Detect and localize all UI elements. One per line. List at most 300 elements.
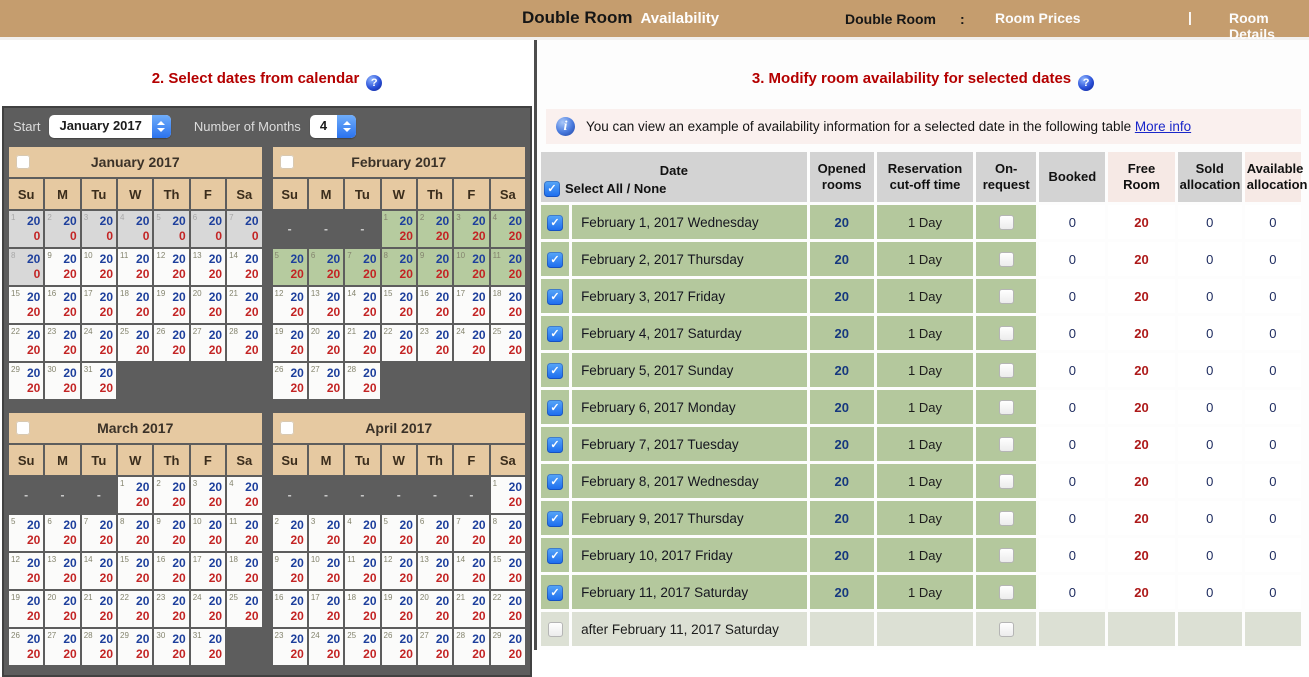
day-free-count: 20 (245, 609, 259, 623)
day-number: 3 (192, 479, 198, 488)
calendar-empty-cell (118, 363, 152, 399)
calendar-day-cell[interactable] (45, 363, 79, 399)
on-request-checkbox[interactable] (999, 252, 1014, 267)
calendar-day-cell[interactable] (454, 287, 488, 323)
col-header-booked: Booked (1039, 152, 1105, 202)
calendar-day-cell[interactable] (227, 211, 261, 247)
calendar-day-cell[interactable] (154, 211, 188, 247)
calendar-day-cell[interactable] (382, 591, 416, 627)
day-free-count: 20 (63, 267, 77, 281)
day-open-count: 20 (245, 214, 259, 228)
room-details-link[interactable]: Room Details (1229, 10, 1275, 42)
calendar-day-cell[interactable] (82, 325, 116, 361)
calendar-day-cell[interactable] (345, 553, 379, 589)
room-prices-link[interactable]: Room Prices (995, 10, 1081, 26)
select-all-checkbox[interactable]: ✓ (544, 181, 560, 197)
calendar-day-cell[interactable] (345, 515, 379, 551)
calendar-day-cell[interactable] (118, 553, 152, 589)
calendar-day-cell[interactable] (491, 591, 525, 627)
calendar-day-cell[interactable] (418, 325, 452, 361)
on-request-checkbox[interactable] (999, 511, 1014, 526)
availability-row (541, 205, 1301, 239)
day-free-count: 20 (290, 571, 304, 585)
availability-row (541, 353, 1301, 387)
day-open-count: 20 (363, 518, 377, 532)
calendar-day-cell[interactable] (491, 249, 525, 285)
calendar-day-cell[interactable] (454, 249, 488, 285)
calendar-day-cell[interactable] (191, 629, 225, 665)
day-free-count: 20 (136, 495, 150, 509)
month-select-checkbox[interactable] (280, 421, 294, 435)
availability-rows (541, 205, 1301, 646)
date-selected-checkbox[interactable]: ✓ (547, 215, 563, 231)
day-of-week-header: Su (9, 179, 43, 209)
calendar-day-cell[interactable] (154, 515, 188, 551)
sold-allocation-value: 0 (1178, 205, 1242, 239)
calendar-day-cell[interactable] (454, 211, 488, 247)
on-request-checkbox[interactable] (999, 215, 1014, 230)
after-row-checkbox[interactable] (548, 622, 563, 637)
day-open-count: 20 (326, 556, 341, 570)
date-selected-checkbox[interactable]: ✓ (547, 252, 563, 268)
day-number: 25 (347, 631, 357, 640)
day-open-count: 20 (63, 518, 77, 532)
cutoff-value: 1 Day (877, 427, 973, 461)
calendar-day-cell[interactable] (454, 515, 488, 551)
day-open-count: 20 (172, 556, 186, 570)
calendar-day-cell[interactable] (382, 211, 416, 247)
calendar-day-cell[interactable] (309, 515, 343, 551)
calendar-day-cell[interactable] (191, 477, 225, 513)
day-number: 1 (383, 213, 388, 222)
calendar-day-cell[interactable] (191, 515, 225, 551)
calendar-day-cell[interactable] (454, 591, 488, 627)
day-free-count: 20 (63, 533, 77, 547)
calendar-day-cell[interactable] (345, 325, 379, 361)
day-open-count: 20 (63, 594, 77, 608)
calendar-day-cell[interactable] (9, 287, 43, 323)
availability-table (538, 149, 1308, 649)
day-number: 22 (492, 593, 502, 602)
calendar-day-cell[interactable] (309, 553, 343, 589)
calendar-day-cell[interactable] (454, 325, 488, 361)
date-selected-checkbox[interactable]: ✓ (547, 585, 563, 601)
day-of-week-header: F (454, 445, 488, 475)
calendar-day-cell[interactable] (82, 591, 116, 627)
on-request-cell (976, 501, 1036, 535)
day-open-count: 20 (363, 556, 377, 570)
availability-label: Availability (640, 10, 720, 27)
calendar-day-cell[interactable] (418, 553, 452, 589)
day-open-count: 20 (172, 290, 186, 304)
booked-value: 0 (1039, 427, 1105, 461)
calendar-day-cell[interactable] (154, 629, 188, 665)
calendar-day-cell[interactable] (345, 287, 379, 323)
calendar-day-cell[interactable] (191, 325, 225, 361)
month-select-checkbox[interactable] (16, 155, 30, 169)
day-open-count: 20 (363, 328, 377, 342)
day-open-count: 20 (290, 252, 304, 266)
day-open-count: 20 (435, 632, 450, 646)
calendar-day-cell[interactable] (118, 325, 152, 361)
date-column-label: Date (659, 163, 688, 179)
calendar-day-cell[interactable] (154, 325, 188, 361)
calendar-day-cell[interactable] (118, 591, 152, 627)
calendar-day-cell[interactable] (227, 325, 261, 361)
on-request-checkbox[interactable] (999, 326, 1014, 341)
calendar-day-cell[interactable] (382, 629, 416, 665)
day-free-count: 20 (326, 571, 341, 585)
start-month-select[interactable] (49, 115, 170, 138)
calendar-day-cell[interactable] (227, 287, 261, 323)
number-of-months-value: 4 (319, 118, 328, 133)
calendar-day-cell[interactable] (9, 325, 43, 361)
day-number: 3 (310, 517, 316, 526)
day-free-count: 20 (435, 609, 450, 623)
calendar-day-cell[interactable] (418, 515, 452, 551)
sold-allocation-value: 0 (1178, 501, 1242, 535)
day-open-count: 20 (363, 252, 377, 266)
day-free-count: 0 (33, 229, 41, 243)
calendar-day-cell[interactable] (491, 211, 525, 247)
calendar-months (4, 144, 530, 675)
stepper-icon (337, 115, 356, 138)
day-free-count: 20 (326, 609, 341, 623)
main-content (0, 40, 1309, 661)
calendar-day-cell[interactable] (118, 287, 152, 323)
booked-value: 0 (1039, 242, 1105, 276)
day-number: 16 (419, 289, 429, 298)
date-selected-checkbox[interactable]: ✓ (547, 474, 563, 490)
date-selected-checkbox[interactable]: ✓ (547, 548, 563, 564)
calendar-day-cell[interactable] (118, 477, 152, 513)
date-selected-checkbox[interactable]: ✓ (547, 437, 563, 453)
day-open-count: 20 (399, 290, 413, 304)
on-request-checkbox[interactable] (999, 400, 1014, 415)
day-number: 29 (11, 365, 20, 374)
day-free-count: 20 (508, 343, 522, 357)
calendar-day-cell[interactable] (154, 591, 188, 627)
booked-value: 0 (1039, 205, 1105, 239)
day-of-week-header: W (118, 445, 152, 475)
day-number: 16 (47, 289, 57, 298)
calendar-day-cell[interactable] (9, 553, 43, 589)
number-of-months-select[interactable] (310, 115, 356, 138)
calendar-day-cell[interactable] (191, 553, 225, 589)
calendar-day-cell[interactable] (273, 629, 307, 665)
day-number: 7 (347, 251, 352, 260)
calendar-day-cell[interactable] (45, 211, 79, 247)
calendar-day-cell[interactable] (309, 325, 343, 361)
calendar-day-cell[interactable] (45, 325, 79, 361)
col-header-cutoff: Reservation cut-off time (877, 152, 973, 202)
calendar-day-cell[interactable] (491, 515, 525, 551)
day-open-count: 20 (26, 252, 41, 266)
row-select-cell (541, 612, 569, 646)
day-open-count: 20 (136, 480, 150, 494)
on-request-checkbox[interactable] (999, 585, 1014, 600)
calendar-day-cell[interactable] (82, 515, 116, 551)
calendar-day-cell[interactable] (273, 515, 307, 551)
calendar-day-cell[interactable] (491, 325, 525, 361)
day-open-count: 20 (435, 328, 450, 342)
on-request-cell (976, 279, 1036, 313)
day-number: 17 (83, 289, 93, 298)
day-number: 15 (383, 289, 393, 298)
day-free-count: 20 (26, 533, 41, 547)
calendar-day-cell[interactable] (382, 325, 416, 361)
day-of-week-header: Th (154, 445, 188, 475)
calendar-day-cell[interactable] (118, 629, 152, 665)
available-allocation-value: 0 (1245, 205, 1301, 239)
on-request-checkbox[interactable] (999, 622, 1014, 637)
calendar-day-cell[interactable] (345, 363, 379, 399)
help-icon[interactable]: ? (1078, 75, 1094, 91)
day-free-count: 20 (26, 305, 41, 319)
header-separator-bar: | (1188, 9, 1192, 25)
day-open-count: 20 (26, 632, 41, 646)
calendar-day-cell[interactable] (82, 629, 116, 665)
calendar-day-cell[interactable] (418, 629, 452, 665)
availability-row (541, 242, 1301, 276)
day-number: 16 (274, 593, 284, 602)
calendar-day-cell[interactable] (45, 515, 79, 551)
day-free-count: 20 (472, 343, 486, 357)
calendar-day-cell[interactable] (82, 211, 116, 247)
day-free-count: 20 (99, 609, 114, 623)
calendar-day-cell[interactable] (273, 249, 307, 285)
cutoff-value: 1 Day (877, 538, 973, 572)
free-room-value: 20 (1108, 279, 1174, 313)
day-free-count: 20 (363, 267, 377, 281)
availability-row (541, 575, 1301, 609)
day-free-count: 20 (136, 533, 150, 547)
calendar-day-cell[interactable] (82, 363, 116, 399)
date-selected-checkbox[interactable]: ✓ (547, 511, 563, 527)
calendar-day-cell[interactable] (45, 629, 79, 665)
calendar-empty-cell: - (96, 488, 101, 502)
day-open-count: 20 (63, 214, 77, 228)
day-free-count: 20 (363, 647, 377, 661)
calendar-day-cell[interactable] (309, 629, 343, 665)
calendar-day-cell[interactable] (273, 287, 307, 323)
calendar-day-cell[interactable] (45, 553, 79, 589)
day-open-count: 20 (326, 366, 341, 380)
day-of-week-header: F (454, 179, 488, 209)
day-open-count: 20 (290, 518, 304, 532)
day-number: 23 (156, 593, 166, 602)
free-room-value: 20 (1108, 575, 1174, 609)
day-open-count: 20 (136, 252, 150, 266)
calendar-day-cell[interactable] (45, 591, 79, 627)
day-open-count: 20 (63, 366, 77, 380)
cutoff-value: 1 Day (877, 501, 973, 535)
day-open-count: 20 (136, 594, 150, 608)
date-cell: February 8, 2017 Wednesday (572, 464, 807, 498)
day-open-count: 20 (136, 214, 150, 228)
calendar-day-cell[interactable] (9, 629, 43, 665)
calendar-day-cell[interactable] (382, 515, 416, 551)
calendar-day-cell[interactable] (382, 249, 416, 285)
calendar-day-cell[interactable] (45, 249, 79, 285)
day-free-count: 20 (208, 571, 223, 585)
calendar-day-cell[interactable] (418, 591, 452, 627)
date-selected-checkbox[interactable]: ✓ (547, 400, 563, 416)
calendar-day-cell[interactable] (191, 591, 225, 627)
on-request-cell (976, 353, 1036, 387)
day-free-count: 20 (326, 647, 341, 661)
calendar-day-cell[interactable] (309, 287, 343, 323)
calendar-day-cell[interactable] (82, 553, 116, 589)
day-of-week-header: M (309, 179, 343, 209)
calendar-day-cell[interactable] (118, 515, 152, 551)
calendar-day-cell[interactable] (227, 249, 261, 285)
calendar-empty-cell: - (396, 488, 401, 502)
calendar-day-cell[interactable] (227, 591, 261, 627)
day-number: 27 (419, 631, 429, 640)
calendar-day-cell[interactable] (154, 249, 188, 285)
day-number: 2 (156, 479, 161, 488)
day-number: 12 (274, 289, 284, 298)
month-calendar (7, 145, 264, 401)
calendar-day-cell[interactable] (418, 287, 452, 323)
day-number: 14 (83, 555, 93, 564)
day-free-count: 20 (63, 305, 77, 319)
calendar-day-cell[interactable] (491, 477, 525, 513)
day-number: 29 (120, 631, 129, 640)
calendar-day-cell[interactable] (45, 287, 79, 323)
calendar-day-cell[interactable] (118, 211, 152, 247)
calendar-day-cell[interactable] (191, 249, 225, 285)
calendar-day-cell[interactable] (491, 629, 525, 665)
calendar-day-cell[interactable] (9, 211, 43, 247)
calendar-day-cell[interactable] (454, 553, 488, 589)
calendar-day-cell[interactable] (309, 363, 343, 399)
calendar-day-cell[interactable] (9, 591, 43, 627)
month-select-checkbox[interactable] (16, 421, 30, 435)
calendar-day-cell[interactable] (418, 211, 452, 247)
day-free-count: 20 (208, 305, 223, 319)
calendar-day-cell[interactable] (82, 287, 116, 323)
more-info-link[interactable]: More info (1134, 119, 1192, 134)
opened-rooms-value: 20 (810, 353, 874, 387)
calendar-day-cell[interactable] (227, 553, 261, 589)
day-number: 9 (156, 517, 161, 526)
day-of-week-header: M (309, 445, 343, 475)
on-request-checkbox[interactable] (999, 363, 1014, 378)
day-open-count: 20 (245, 518, 259, 532)
month-title: February 2017 (351, 154, 447, 170)
day-number: 2 (419, 213, 425, 222)
day-open-count: 20 (399, 594, 413, 608)
day-free-count: 20 (363, 533, 377, 547)
calendar-empty-cell: - (324, 488, 329, 502)
calendar-day-cell[interactable] (154, 287, 188, 323)
day-of-week-header: W (382, 445, 416, 475)
calendar-day-cell[interactable] (227, 515, 261, 551)
calendar-controls (4, 108, 530, 144)
calendar-day-cell[interactable] (191, 211, 225, 247)
calendar-day-cell[interactable] (273, 591, 307, 627)
day-open-count: 20 (472, 594, 486, 608)
day-number: 16 (156, 555, 166, 564)
day-number: 19 (274, 327, 284, 336)
day-open-count: 20 (290, 328, 304, 342)
day-free-count: 20 (136, 647, 150, 661)
sold-allocation-value: 0 (1178, 279, 1242, 313)
calendar-day-cell[interactable] (191, 287, 225, 323)
day-free-count: 20 (172, 495, 186, 509)
calendar-day-cell[interactable] (9, 515, 43, 551)
start-label: Start (13, 119, 41, 134)
calendar-day-cell[interactable] (309, 591, 343, 627)
date-selected-checkbox[interactable]: ✓ (547, 363, 563, 379)
calendar-day-cell[interactable] (9, 249, 43, 285)
day-number: 8 (383, 251, 388, 260)
calendar-day-cell[interactable] (273, 363, 307, 399)
calendar-day-cell[interactable] (345, 249, 379, 285)
day-number: 28 (83, 631, 93, 640)
day-free-count: 20 (326, 267, 341, 281)
day-free-count: 0 (215, 229, 223, 243)
calendar-day-cell[interactable] (227, 477, 261, 513)
opened-rooms-value: 20 (810, 427, 874, 461)
availability-row (541, 427, 1301, 461)
on-request-checkbox[interactable] (999, 437, 1014, 452)
help-icon[interactable]: ? (366, 75, 382, 91)
calendar-day-cell[interactable] (382, 553, 416, 589)
day-open-count: 20 (172, 518, 186, 532)
date-selected-checkbox[interactable]: ✓ (547, 289, 563, 305)
calendar-day-cell[interactable] (9, 363, 43, 399)
day-free-count: 20 (63, 647, 77, 661)
calendar-day-cell[interactable] (118, 249, 152, 285)
day-free-count: 0 (106, 229, 114, 243)
day-open-count: 20 (136, 556, 150, 570)
day-number: 30 (47, 365, 57, 374)
calendar-day-cell[interactable] (154, 477, 188, 513)
day-free-count: 20 (435, 267, 450, 281)
calendar-day-cell[interactable] (309, 249, 343, 285)
day-number: 23 (274, 631, 284, 640)
day-number: 7 (83, 517, 89, 526)
calendar-day-cell[interactable] (345, 591, 379, 627)
calendar-day-cell[interactable] (382, 287, 416, 323)
day-number: 15 (120, 555, 129, 564)
modify-availability-title-text: 3. Modify room availability for selected dates (751, 70, 1072, 87)
month-select-checkbox[interactable] (280, 155, 294, 169)
on-request-checkbox[interactable] (999, 289, 1014, 304)
calendar-day-cell[interactable] (273, 553, 307, 589)
select-all-label[interactable]: Select All / None (565, 181, 667, 197)
on-request-checkbox[interactable] (999, 548, 1014, 563)
day-free-count: 20 (363, 609, 377, 623)
day-number: 5 (383, 517, 388, 526)
calendar-day-cell[interactable] (345, 629, 379, 665)
calendar-day-cell[interactable] (82, 249, 116, 285)
calendar-day-cell[interactable] (418, 249, 452, 285)
day-of-week-header: Su (273, 179, 307, 209)
calendar-day-cell[interactable] (454, 629, 488, 665)
date-selected-checkbox[interactable]: ✓ (547, 326, 563, 342)
on-request-checkbox[interactable] (999, 474, 1014, 489)
calendar-day-cell[interactable] (154, 553, 188, 589)
day-open-count: 20 (435, 518, 450, 532)
calendar-day-cell[interactable] (273, 325, 307, 361)
calendar-day-cell[interactable] (491, 553, 525, 589)
calendar-day-cell[interactable] (491, 287, 525, 323)
day-open-count: 20 (290, 556, 304, 570)
